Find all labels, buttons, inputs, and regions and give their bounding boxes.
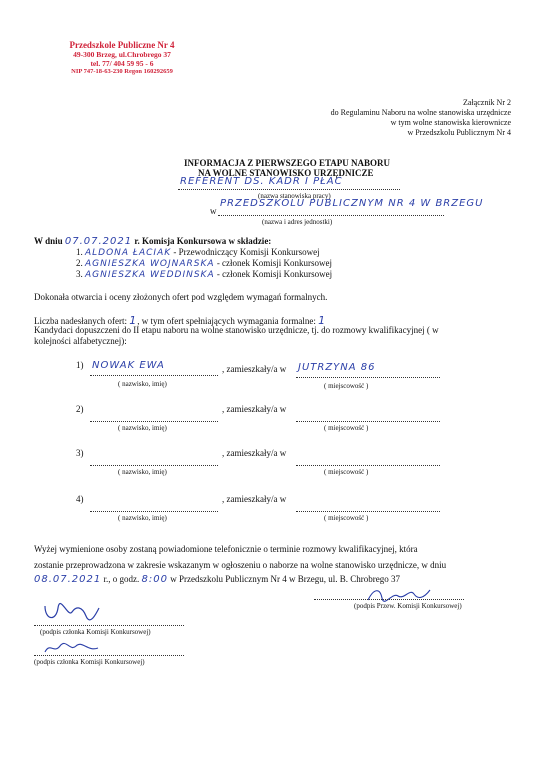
commission-member-1 [76, 247, 320, 258]
member-name-handwritten: AGNIESZKA WOJNARSKA [85, 259, 215, 269]
date-suffix: r. Komisja Konkursowa w składzie: [134, 236, 272, 246]
interview-date-handwritten: 08.07.2021 [34, 574, 102, 585]
candidate-4-name-caption: ( nazwisko, imię) [118, 514, 167, 522]
member-number: 3. [76, 269, 83, 279]
offers-prefix: Liczba nadesłanych ofert: [34, 316, 130, 326]
notification-line-1: Wyżej wymienione osoby zostaną powiadomione telefonicznie o terminie rozmowy kwalifikacyjnej, która [34, 544, 418, 554]
member-number: 2. [76, 258, 83, 268]
candidate-3-name-caption: ( nazwisko, imię) [118, 468, 167, 476]
member-name-handwritten: AGNIESZKA WEDDINSKA [85, 270, 215, 280]
candidate-1-number: 1) [76, 360, 84, 370]
interview-time-handwritten: 8:00 [141, 574, 168, 585]
time-prefix: r., o godz. [103, 574, 140, 584]
member-signature-1 [42, 600, 102, 626]
member-signature-2-line [34, 654, 184, 656]
candidate-2-city-line [296, 420, 440, 422]
candidates-intro-line-2: kolejności alfabetycznej): [34, 336, 127, 346]
member-number: 1. [76, 247, 83, 257]
candidate-1-name: NOWAK EWA [92, 360, 165, 371]
position-caption: (nazwa stanowiska pracy) [258, 192, 331, 200]
candidate-4-name-line [90, 510, 218, 512]
document-subtitle: NA WOLNE STANOWISKO URZĘDNICZE [198, 168, 374, 178]
unit-caption: (nazwa i adres jednostki) [262, 218, 333, 226]
candidate-4-city-line [296, 510, 440, 512]
offers-count-handwritten: 1 [129, 314, 138, 327]
position-handwritten: REFERENT DS. KADR I PŁAC [180, 176, 343, 187]
annex-line-2: do Regulaminu Naboru na wolne stanowiska urzędnicze [330, 108, 511, 117]
unit-handwritten: PRZEDSZKOLU PUBLICZNYM NR 4 W BRZEGU [220, 198, 484, 209]
candidate-3-city-caption: ( miejscowość ) [324, 468, 369, 476]
interview-line [34, 574, 400, 585]
date-prefix: W dniu [34, 236, 63, 246]
commission-member-3 [76, 269, 332, 280]
opening-statement: Dokonała otwarcia i oceny złożonych ofert pod względem wymagań formalnych. [34, 292, 328, 302]
institution-stamp [52, 40, 192, 75]
annex-line-1: Załącznik Nr 2 [463, 98, 511, 107]
candidate-2-city-caption: ( miejscowość ) [324, 424, 369, 432]
candidate-1-resides: , zamieszkały/a w [222, 364, 287, 374]
commission-date-line [34, 236, 271, 247]
offers-middle: , w tym ofert spełniających wymagania formalne: [137, 316, 319, 326]
stamp-line-address: 49-300 Brzeg, ul.Chrobrego 37 [73, 50, 171, 59]
offers-valid-handwritten: 1 [318, 314, 327, 327]
candidate-4-number: 4) [76, 494, 84, 504]
candidate-3-city-line [296, 464, 440, 466]
stamp-line-name: Przedszkole Publiczne Nr 4 [69, 40, 175, 50]
stamp-line-nip: NIP 747-18-63-230 Regon 160292659 [71, 68, 173, 75]
interview-place: w Przedszkolu Publicznym Nr 4 w Brzegu, ul. B. Chrobrego 37 [170, 574, 400, 584]
commission-member-2 [76, 258, 332, 269]
candidate-2-number: 2) [76, 404, 84, 414]
chair-signature-line [314, 598, 464, 600]
candidate-3-name-line [90, 464, 218, 466]
member-signature-1-line [34, 624, 184, 626]
stamp-line-phone: tel. 77/ 404 59 95 - 6 [90, 59, 154, 68]
candidate-1-city-caption: ( miejscowość ) [324, 382, 369, 390]
candidate-1-city: JUTRZYNA 86 [298, 362, 376, 373]
candidate-1-name-caption: ( nazwisko, imię) [118, 380, 167, 388]
annex-line-4: w Przedszkolu Publicznym Nr 4 [407, 128, 511, 137]
member-name-handwritten: ALDONA ŁACIAK [85, 248, 172, 258]
candidate-3-resides: , zamieszkały/a w [222, 448, 287, 458]
candidate-1-city-line [296, 376, 440, 378]
candidate-4-resides: , zamieszkały/a w [222, 494, 287, 504]
member-signature-1-caption: (podpis członka Komisji Konkursowej) [40, 628, 151, 636]
candidate-3-number: 3) [76, 448, 84, 458]
unit-dotted-line [218, 214, 444, 216]
position-dotted-line [178, 188, 400, 190]
candidate-4-city-caption: ( miejscowość ) [324, 514, 369, 522]
candidate-1-name-line [90, 374, 218, 376]
candidate-2-name-line [90, 420, 218, 422]
member-role: - członek Komisji Konkursowej [216, 269, 333, 279]
candidates-intro-line-1: Kandydaci dopuszczeni do II etapu naboru na wolne stanowisko urzędnicze, tj. do rozmowy kwalifikacyjnej ( w [34, 325, 439, 335]
chair-signature-caption: (podpis Przew. Komisji Konkursowej) [354, 602, 462, 610]
candidate-2-resides: , zamieszkały/a w [222, 404, 287, 414]
candidate-2-name-caption: ( nazwisko, imię) [118, 424, 167, 432]
notification-line-2: zostanie przeprowadzona w zakresie wskazanym w ogłoszeniu o naborze na wolne stanowisko urzędnicze, w dniu [34, 560, 447, 570]
member-role: - członek Komisji Konkursowej [216, 258, 333, 268]
member-role: - Przewodniczący Komisji Konkursowej [173, 247, 320, 257]
annex-reference [331, 98, 511, 138]
member-signature-2-caption: (podpis członka Komisji Konkursowej) [34, 658, 145, 666]
annex-line-3: w tym wolne stanowiska kierownicze [390, 118, 511, 127]
unit-prefix: w [210, 206, 217, 216]
document-title: INFORMACJA Z PIERWSZEGO ETAPU NABORU [184, 158, 391, 168]
commission-date-handwritten: 07.07.2021 [64, 236, 133, 247]
